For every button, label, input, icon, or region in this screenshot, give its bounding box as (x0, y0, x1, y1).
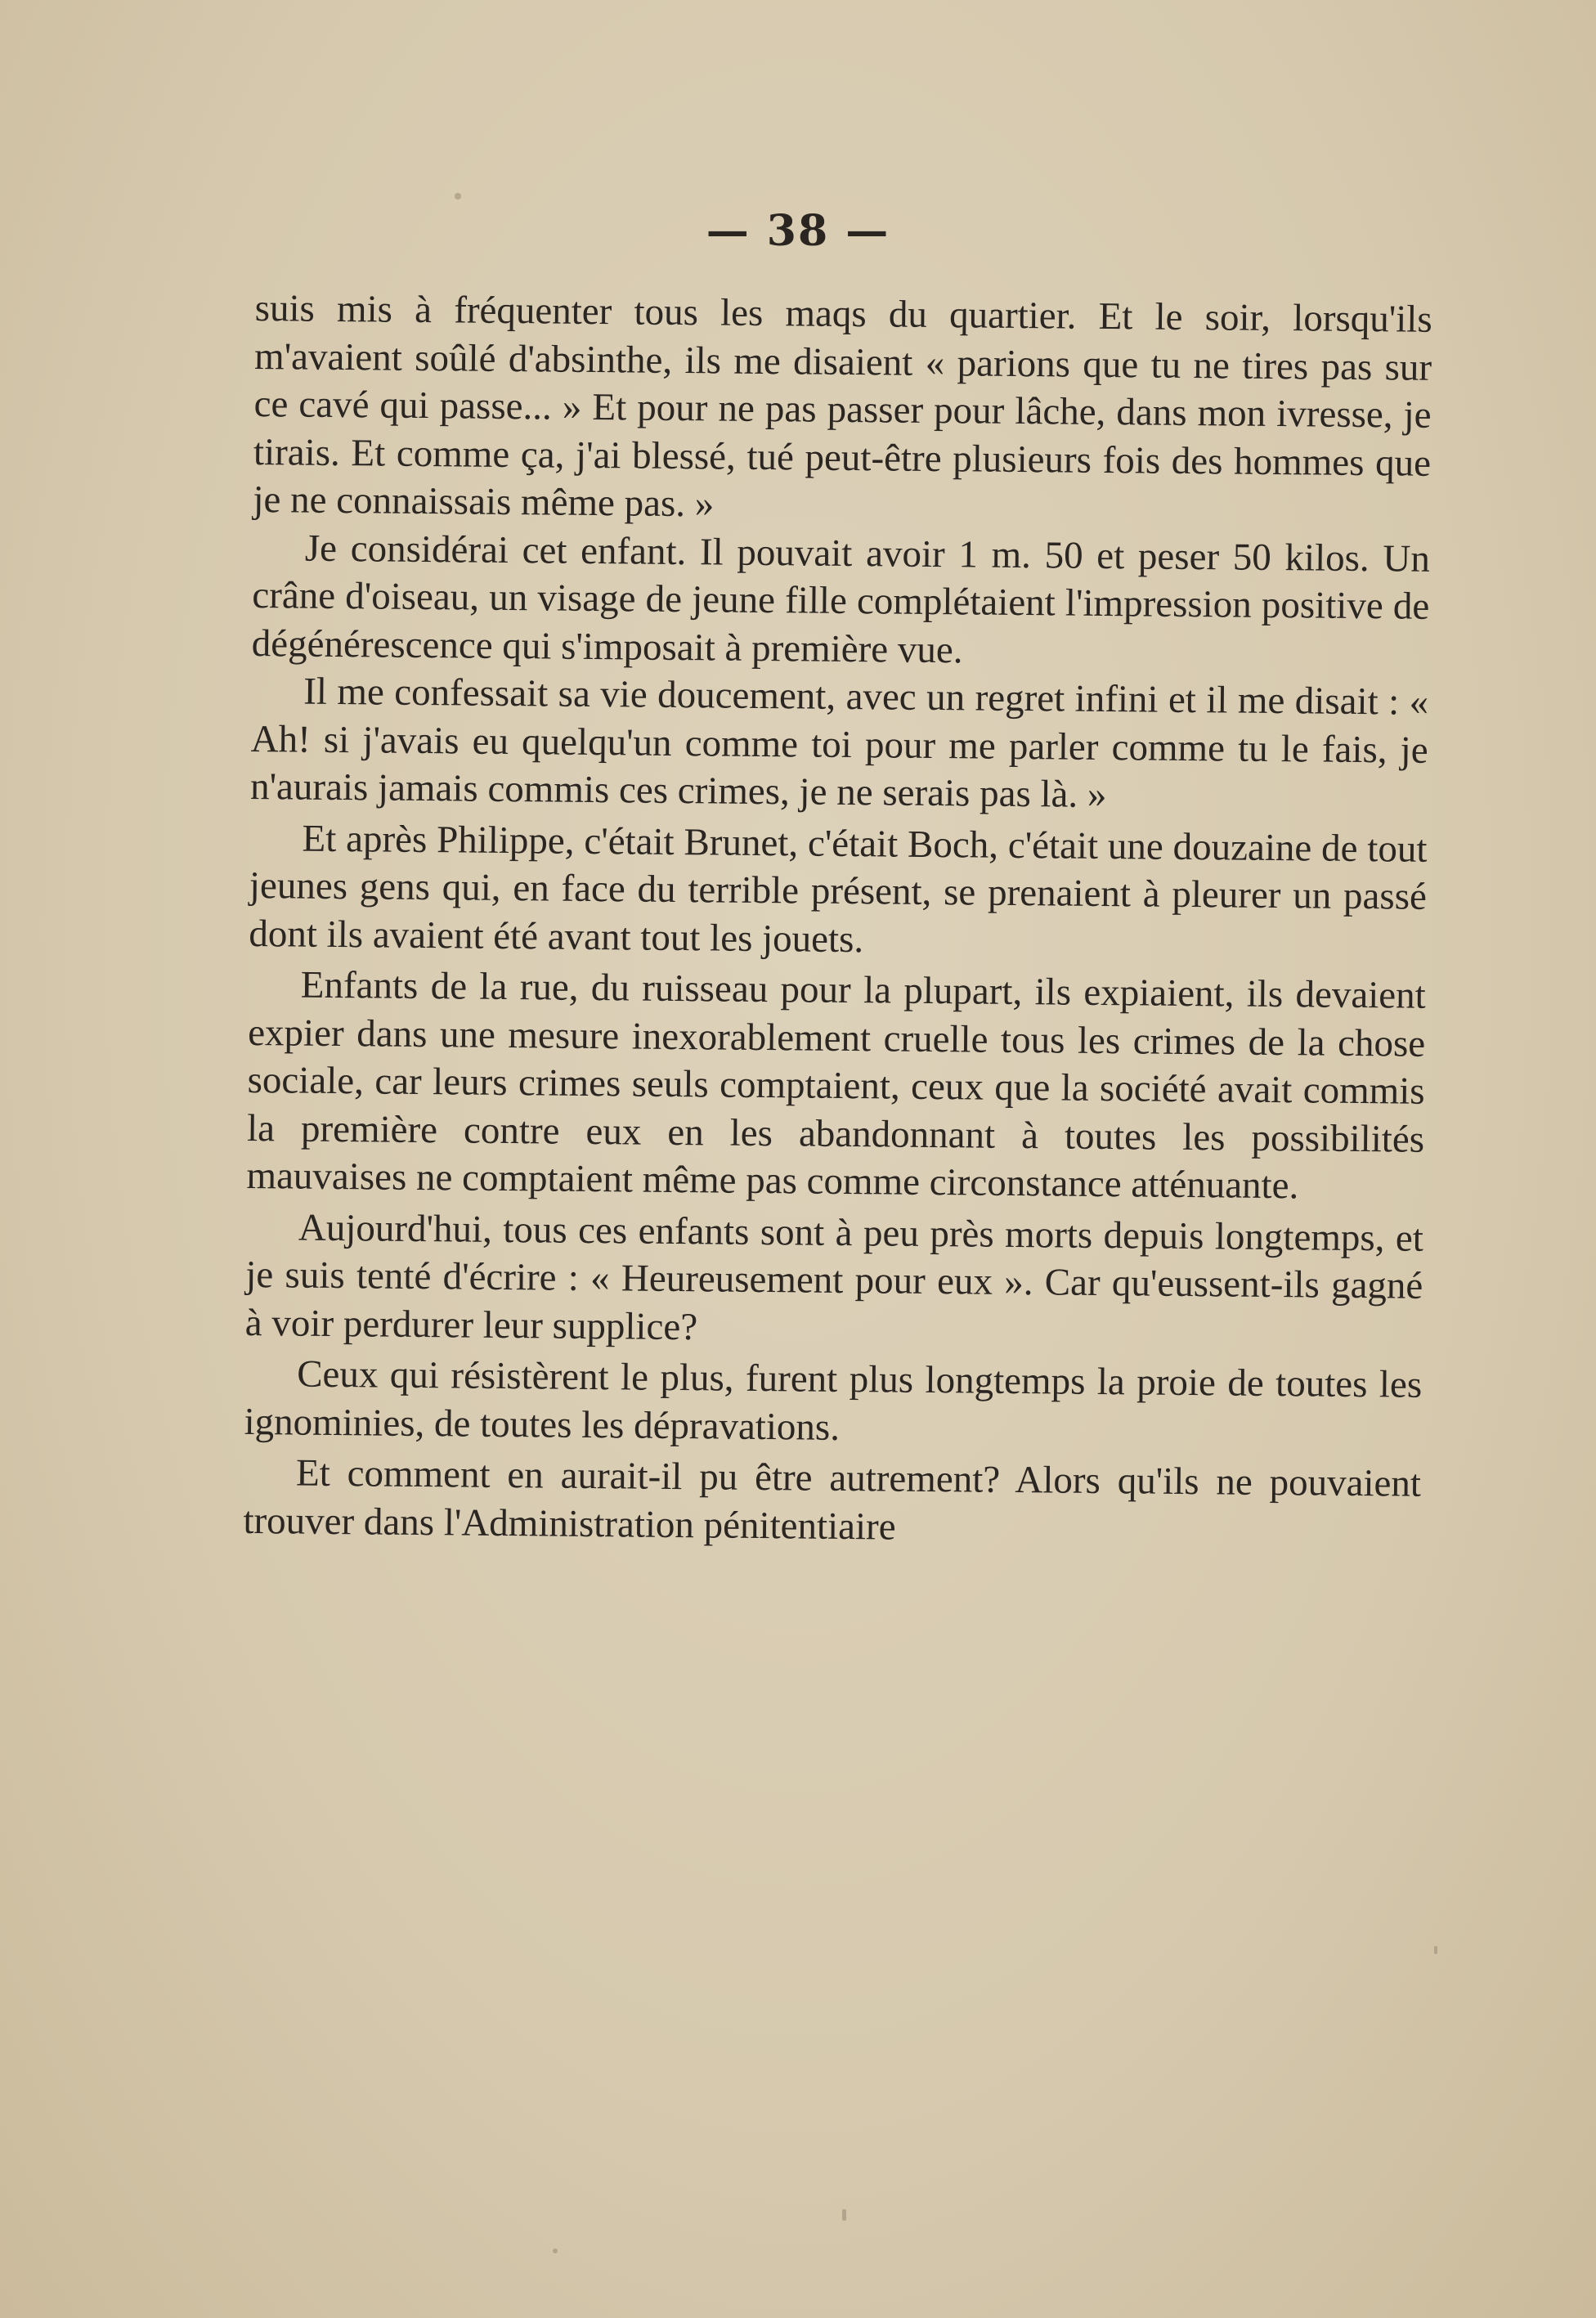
paragraph-4: Et après Philippe, c'était Brunet, c'était Boch, c'était une douzaine de tout jeunes gens qui, en face du terrible présent, se prenaient à pleurer un passé dont ils avaient été avant tout les jouets. (249, 817, 1428, 961)
paragraph-2: Je considérai cet enfant. Il pouvait avoir 1 m. 50 et peser 50 kilos. Un crâne d'oiseau, un visage de jeune fille complétaient l'impression positive de dégénérescence qui s'imposait à première vue. (251, 527, 1431, 671)
paragraph-6: Aujourd'hui, tous ces enfants sont à peu près morts depuis longtemps, et je suis tenté d'écrire : « Heureusement pour eux ». Car qu'eussent-ils gagné à voir perdurer leur supplice? (244, 1206, 1424, 1348)
page-text (243, 285, 1432, 1556)
paper-speck (553, 2249, 558, 2253)
paragraph-5: Enfants de la rue, du ruisseau pour la plupart, ils expiaient, ils devaient expier dans une mesure inexorablement cruelle tous les crimes de la chose sociale, car leurs crimes seuls comptaient, ceux que la société avait commis la première contre eux en les abandonnant à toutes les possibilités mauvaises ne comptaient même pas comme circonstance atténuante. (246, 963, 1426, 1208)
paragraph-3: Il me confessait sa vie doucement, avec un regret infini et il me disait : « Ah! si j'avais eu quelqu'un comme toi pour me parler comme tu le fais, je n'aurais jamais commis ces crimes, je ne serais pas là. » (249, 670, 1429, 817)
paragraph-8: Et comment en aurait-il pu être autrement? Alors qu'ils ne pouvaient trouver dans l'Administration pénitentiaire (243, 1451, 1422, 1549)
paper-speck (842, 2209, 846, 2221)
paper-speck (455, 193, 461, 200)
page-number: — 38 — (706, 206, 890, 256)
paragraph-1: suis mis à fréquenter tous les maqs du quartier. Et le soir, lorsqu'ils m'avaient soûlé d'absinthe, ils me disaient « parions que tu ne tires pas sur ce cavé qui passe... » Et pour ne pas passer pour lâche, dans mon ivresse, je tirais. Et comme ça, j'ai blessé, tué peut-être plusieurs fois des hommes que je ne connaissais même pas. » (253, 286, 1432, 526)
paper-speck (1434, 1946, 1437, 1954)
paragraph-7: Ceux qui résistèrent le plus, furent plus longtemps la proie de toutes les ignominies, de toutes les dépravations. (244, 1352, 1423, 1449)
